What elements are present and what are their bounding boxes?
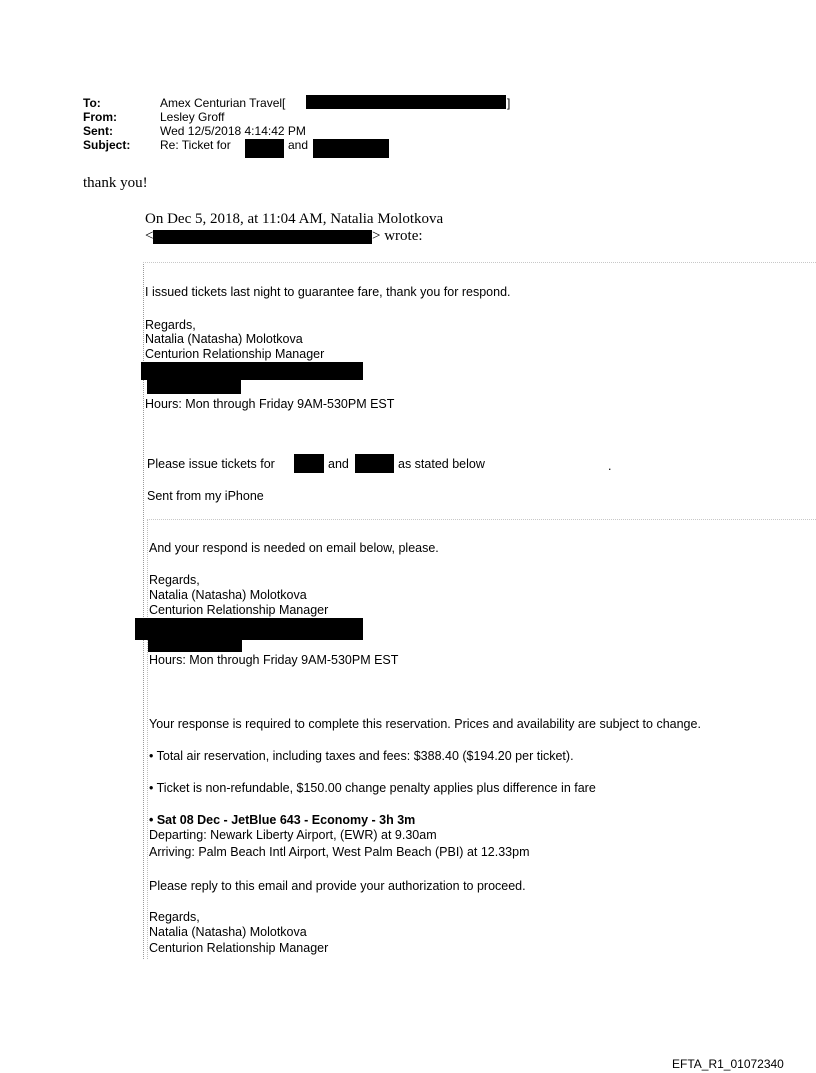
msg2-stray-dot: . — [608, 459, 612, 473]
redaction-subject-name-1 — [245, 139, 284, 158]
msg2-sent-from: Sent from my iPhone — [147, 489, 264, 503]
msg2-issue-suffix: as stated below — [398, 457, 485, 471]
quote-bar-inner — [147, 519, 148, 959]
msg2-issue-and: and — [328, 457, 349, 471]
msg3-name: Natalia (Natasha) Molotkova — [149, 588, 307, 602]
msg1-body: I issued tickets last night to guarantee fare, thank you for respond. — [145, 285, 511, 299]
msg1-regards: Regards, — [145, 318, 196, 332]
msg4-bullet-total: • Total air reservation, including taxes and fees: $388.40 ($194.20 per ticket). — [149, 749, 574, 763]
redaction-to-email — [306, 95, 506, 109]
msg4-arriving: Arriving: Palm Beach Intl Airport, West Palm Beach (PBI) at 12.33pm — [149, 845, 530, 859]
to-value: Amex Centurian Travel[ — [160, 96, 286, 110]
sent-value: Wed 12/5/2018 4:14:42 PM — [160, 124, 306, 138]
msg4-bullet-refund: • Ticket is non-refundable, $150.00 change penalty applies plus difference in fare — [149, 781, 596, 795]
quote-intro-line: On Dec 5, 2018, at 11:04 AM, Natalia Molotkova — [145, 211, 444, 227]
msg3-title: Centurion Relationship Manager — [149, 603, 329, 617]
msg4-departing: Departing: Newark Liberty Airport, (EWR) at 9.30am — [149, 828, 437, 842]
from-label: From: — [83, 110, 117, 124]
quote-intro-lt: < — [145, 228, 154, 244]
msg4-title: Centurion Relationship Manager — [149, 941, 329, 955]
msg4-regards: Regards, — [149, 910, 200, 924]
msg1-name: Natalia (Natasha) Molotkova — [145, 332, 303, 346]
redaction-msg1-contact-1 — [141, 362, 363, 380]
reply-text: thank you! — [83, 175, 148, 191]
separator-inner — [147, 519, 816, 520]
redaction-msg2-name-1 — [294, 454, 324, 473]
redaction-msg2-name-2 — [355, 454, 394, 473]
msg3-regards: Regards, — [149, 573, 200, 587]
msg4-required: Your response is required to complete this reservation. Prices and availability are subject to change. — [149, 717, 701, 731]
msg4-name: Natalia (Natasha) Molotkova — [149, 925, 307, 939]
msg1-title: Centurion Relationship Manager — [145, 347, 325, 361]
from-value: Lesley Groff — [160, 110, 225, 124]
sent-label: Sent: — [83, 124, 113, 138]
msg4-flight-line: • Sat 08 Dec - JetBlue 643 - Economy - 3h 3m — [149, 813, 416, 827]
subject-prefix: Re: Ticket for — [160, 138, 231, 152]
msg4-reply-request: Please reply to this email and provide your authorization to proceed. — [149, 879, 526, 893]
msg1-hours: Hours: Mon through Friday 9AM-530PM EST — [145, 397, 395, 411]
redaction-msg3-contact-1 — [135, 618, 363, 640]
footer-doc-id: EFTA_R1_01072340 — [672, 1057, 784, 1071]
to-close-bracket: ] — [507, 96, 511, 110]
to-label: To: — [83, 96, 101, 110]
msg2-issue-prefix: Please issue tickets for — [147, 457, 275, 471]
redaction-subject-name-2 — [313, 139, 389, 158]
msg3-hours: Hours: Mon through Friday 9AM-530PM EST — [149, 653, 399, 667]
separator-outer — [143, 262, 816, 263]
redaction-sender-email — [153, 230, 372, 244]
msg3-body: And your respond is needed on email below, please. — [149, 541, 439, 555]
redaction-msg3-contact-2 — [148, 638, 242, 652]
redaction-msg1-contact-2 — [147, 379, 241, 394]
quote-intro-wrote: > wrote: — [372, 228, 423, 244]
subject-and: and — [288, 138, 309, 152]
subject-label: Subject: — [83, 138, 131, 152]
